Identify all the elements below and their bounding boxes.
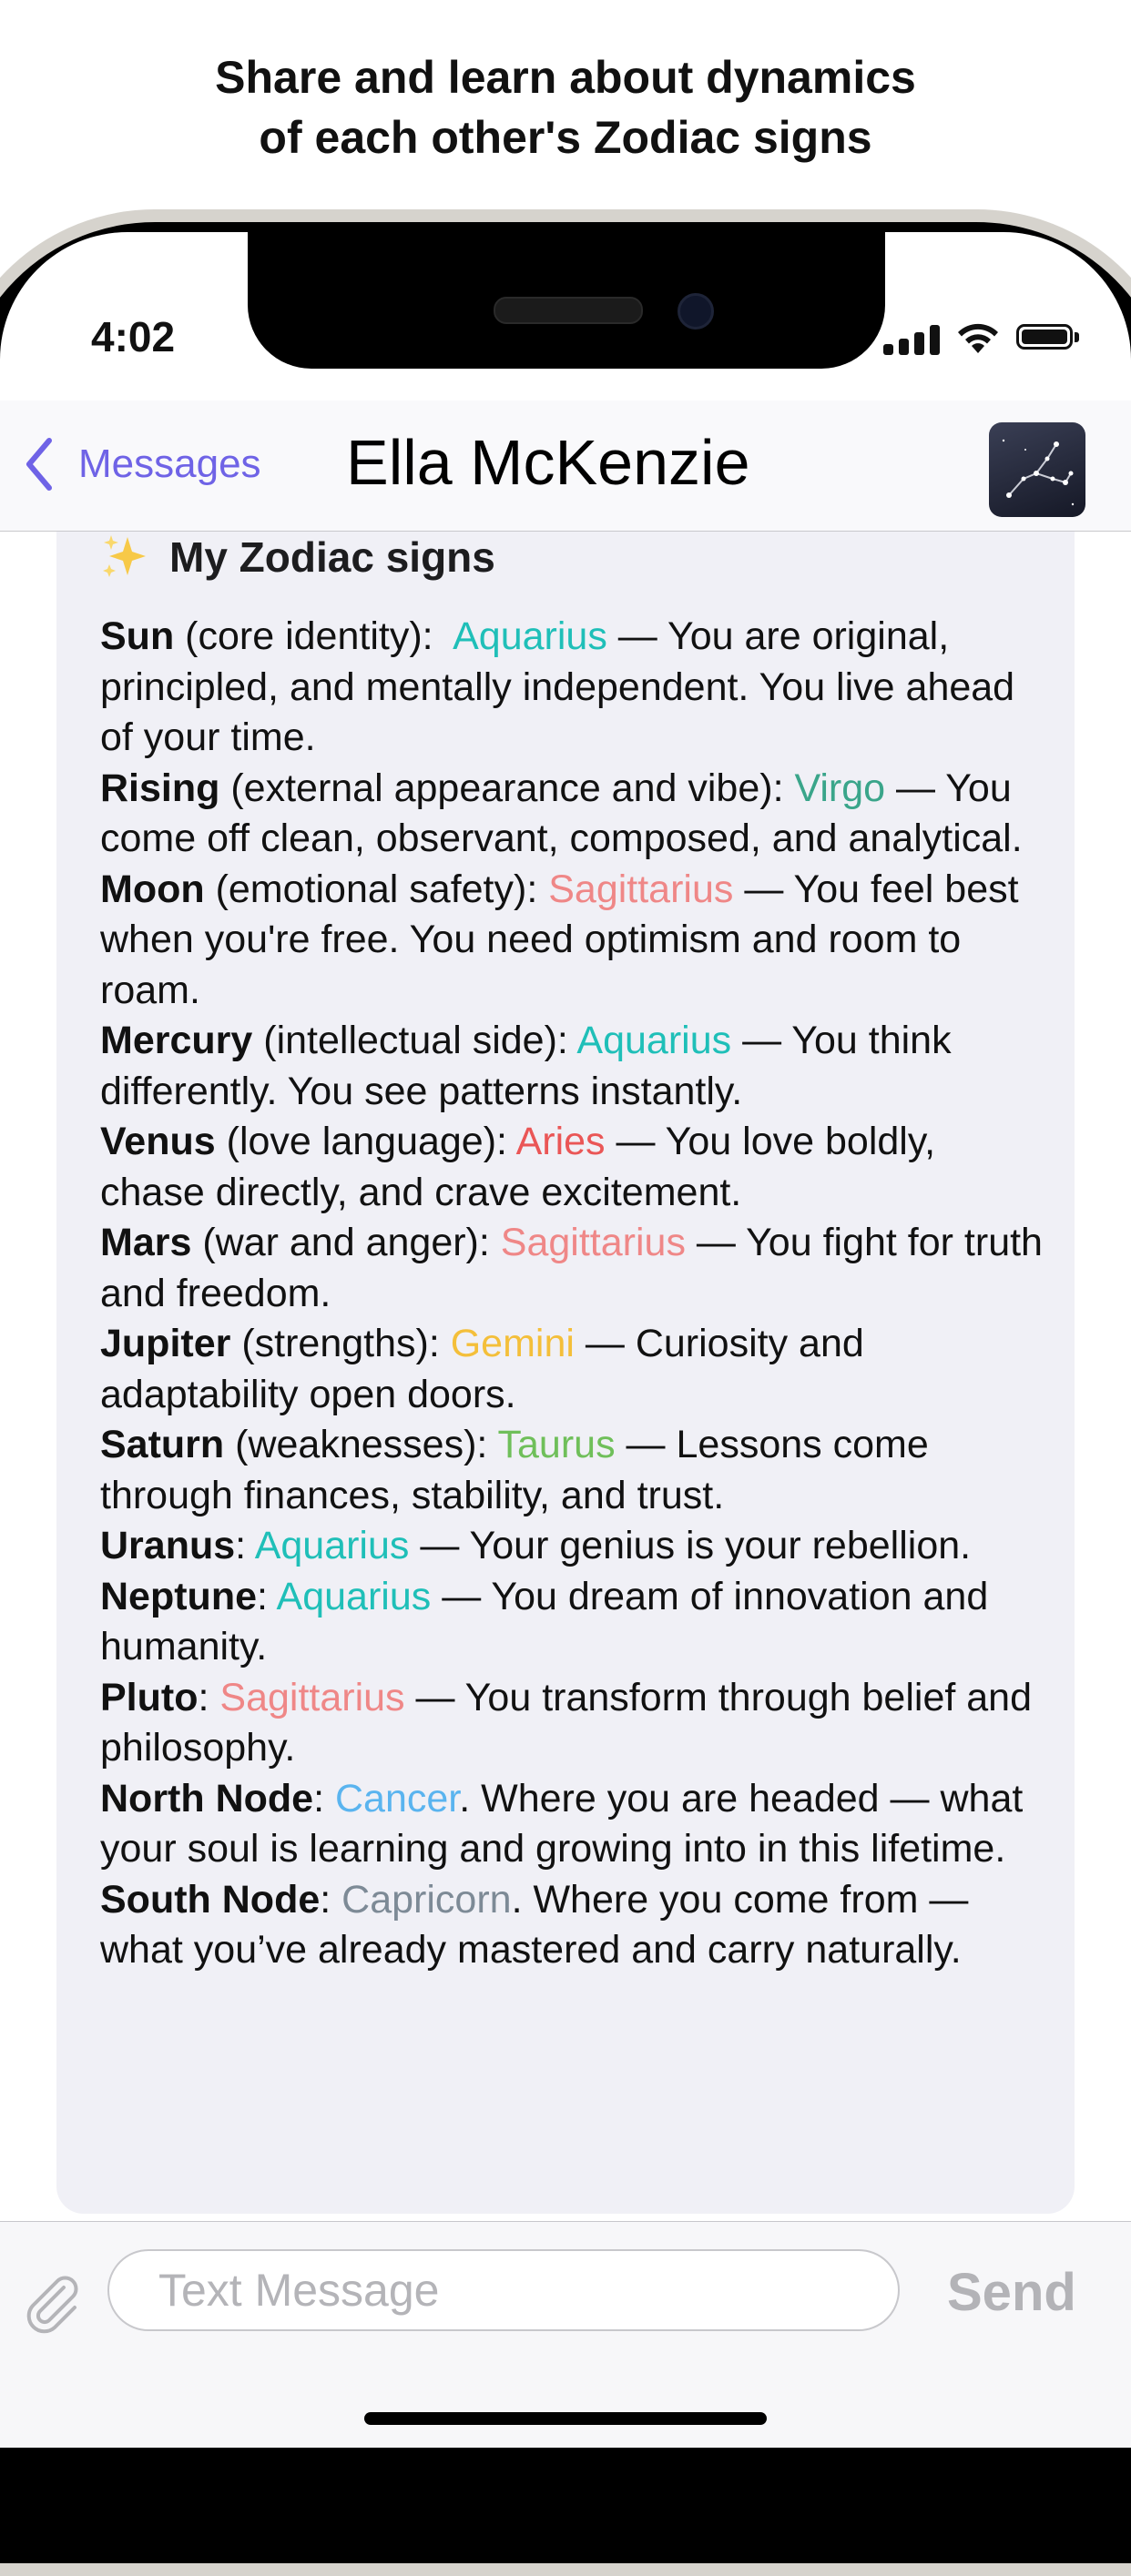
- planet-name: North Node: [100, 1776, 314, 1820]
- zodiac-sign: Sagittarius: [219, 1675, 405, 1719]
- placement-row: [100, 1420, 1047, 1521]
- cellular-signal-icon: [883, 324, 943, 355]
- placement-row: [100, 1673, 1047, 1774]
- conversation-header: [0, 401, 1131, 532]
- planet-name: Sun: [100, 614, 175, 658]
- zodiac-placements-list: [100, 612, 1047, 1976]
- sparkles-icon: [100, 532, 151, 583]
- placement-row: [100, 865, 1047, 1017]
- placement-description: — You come off clean, observant, composed, and analytical.: [100, 766, 1023, 860]
- paperclip-icon[interactable]: [20, 2269, 86, 2335]
- planet-name: Mars: [100, 1221, 192, 1264]
- back-button[interactable]: [24, 435, 261, 493]
- zodiac-sign: Gemini: [450, 1322, 575, 1365]
- placement-description: — You are original, principled, and mentally independent. You live ahead of your time.: [100, 614, 1015, 759]
- planet-name: Moon: [100, 867, 205, 911]
- placement-context: (love language):: [215, 1120, 516, 1163]
- zodiac-sign: Capricorn: [341, 1877, 512, 1922]
- placement-context: :: [235, 1524, 255, 1567]
- zodiac-sign: Aquarius: [576, 1019, 732, 1062]
- placement-row: [100, 1319, 1047, 1420]
- speaker-grille: [494, 297, 643, 324]
- placement-row: [100, 612, 1047, 764]
- headline-line-1: Share and learn about dynamics: [215, 52, 916, 103]
- zodiac-sign: Sagittarius: [500, 1221, 686, 1264]
- placement-row: [100, 764, 1047, 865]
- placement-row: [100, 1774, 1047, 1875]
- zodiac-sign: Aquarius: [453, 614, 607, 658]
- planet-name: Venus: [100, 1120, 216, 1163]
- zodiac-sign: Sagittarius: [548, 867, 734, 911]
- placement-description: — Curiosity and adaptability open doors.: [100, 1322, 864, 1416]
- zodiac-sign: Aries: [515, 1120, 606, 1163]
- placement-context: :: [257, 1574, 277, 1618]
- placement-context: (war and anger):: [191, 1221, 501, 1264]
- send-button[interactable]: Send: [947, 2263, 1076, 2322]
- planet-name: Jupiter: [100, 1322, 231, 1365]
- placement-description: — You love boldly, chase directly, and crave excitement.: [100, 1120, 936, 1214]
- placement-context: (emotional safety):: [204, 867, 549, 911]
- placement-description: — You transform through belief and philosophy.: [100, 1675, 1033, 1770]
- placement-row: [100, 1218, 1047, 1319]
- message-bubble[interactable]: [56, 532, 1075, 2214]
- placement-description: — You fight for truth and freedom.: [100, 1221, 1043, 1315]
- message-title-text: My Zodiac signs: [169, 533, 495, 581]
- zodiac-sign: Aquarius: [276, 1574, 432, 1618]
- placement-description: . Where you are headed — what your soul is learning and growing into in this lifetime.: [100, 1776, 1024, 1871]
- front-camera: [678, 293, 714, 330]
- placement-context: (strengths):: [230, 1322, 451, 1365]
- marketing-headline: [0, 47, 1131, 167]
- zodiac-sign: Virgo: [794, 766, 886, 810]
- placement-context: :: [313, 1776, 335, 1820]
- status-time: 4:02: [91, 313, 176, 360]
- placement-context: (intellectual side):: [252, 1019, 577, 1062]
- zodiac-sign: Cancer: [335, 1776, 460, 1820]
- zodiac-sign: Aquarius: [254, 1524, 410, 1567]
- placement-row: [100, 1016, 1047, 1117]
- battery-icon: [1016, 324, 1073, 350]
- zodiac-sign: Taurus: [497, 1423, 616, 1466]
- contact-name[interactable]: Ella McKenzie: [346, 427, 750, 498]
- placement-context: (core identity):: [174, 614, 453, 658]
- wifi-icon: [954, 320, 1002, 355]
- placement-row: [100, 1117, 1047, 1218]
- status-icons: [883, 319, 1093, 355]
- chevron-left-icon: [24, 435, 55, 493]
- placement-context: (weaknesses):: [224, 1423, 498, 1466]
- planet-name: Mercury: [100, 1019, 253, 1062]
- placement-context: :: [198, 1675, 220, 1719]
- planet-name: Pluto: [100, 1675, 199, 1719]
- planet-name: Uranus: [100, 1524, 236, 1567]
- placement-row: [100, 1875, 1047, 1976]
- message-input[interactable]: [107, 2249, 900, 2331]
- placement-context: :: [320, 1877, 342, 1922]
- back-label: Messages: [78, 441, 261, 486]
- placement-description: — You think differently. You see patterns instantly.: [100, 1019, 952, 1113]
- placement-context: (external appearance and vibe):: [219, 766, 795, 810]
- placement-description: — You feel best when you're free. You need optimism and room to roam.: [100, 867, 1019, 1012]
- planet-name: Saturn: [100, 1423, 225, 1466]
- planet-name: South Node: [100, 1877, 321, 1922]
- placement-row: [100, 1572, 1047, 1673]
- placement-description: . Where you come from — what you’ve already mastered and carry naturally.: [100, 1877, 969, 1972]
- placement-row: [100, 1521, 1047, 1572]
- pisces-constellation-icon[interactable]: [989, 422, 1085, 517]
- placement-description: — You dream of innovation and humanity.: [100, 1574, 989, 1668]
- home-indicator[interactable]: [364, 2412, 767, 2425]
- placement-description: — Your genius is your rebellion.: [409, 1524, 972, 1567]
- headline-line-2: of each other's Zodiac signs: [259, 112, 872, 163]
- message-title: [100, 532, 495, 583]
- planet-name: Neptune: [100, 1574, 257, 1618]
- planet-name: Rising: [100, 766, 220, 810]
- placement-description: — Lessons come through finances, stability, and trust.: [100, 1423, 929, 1517]
